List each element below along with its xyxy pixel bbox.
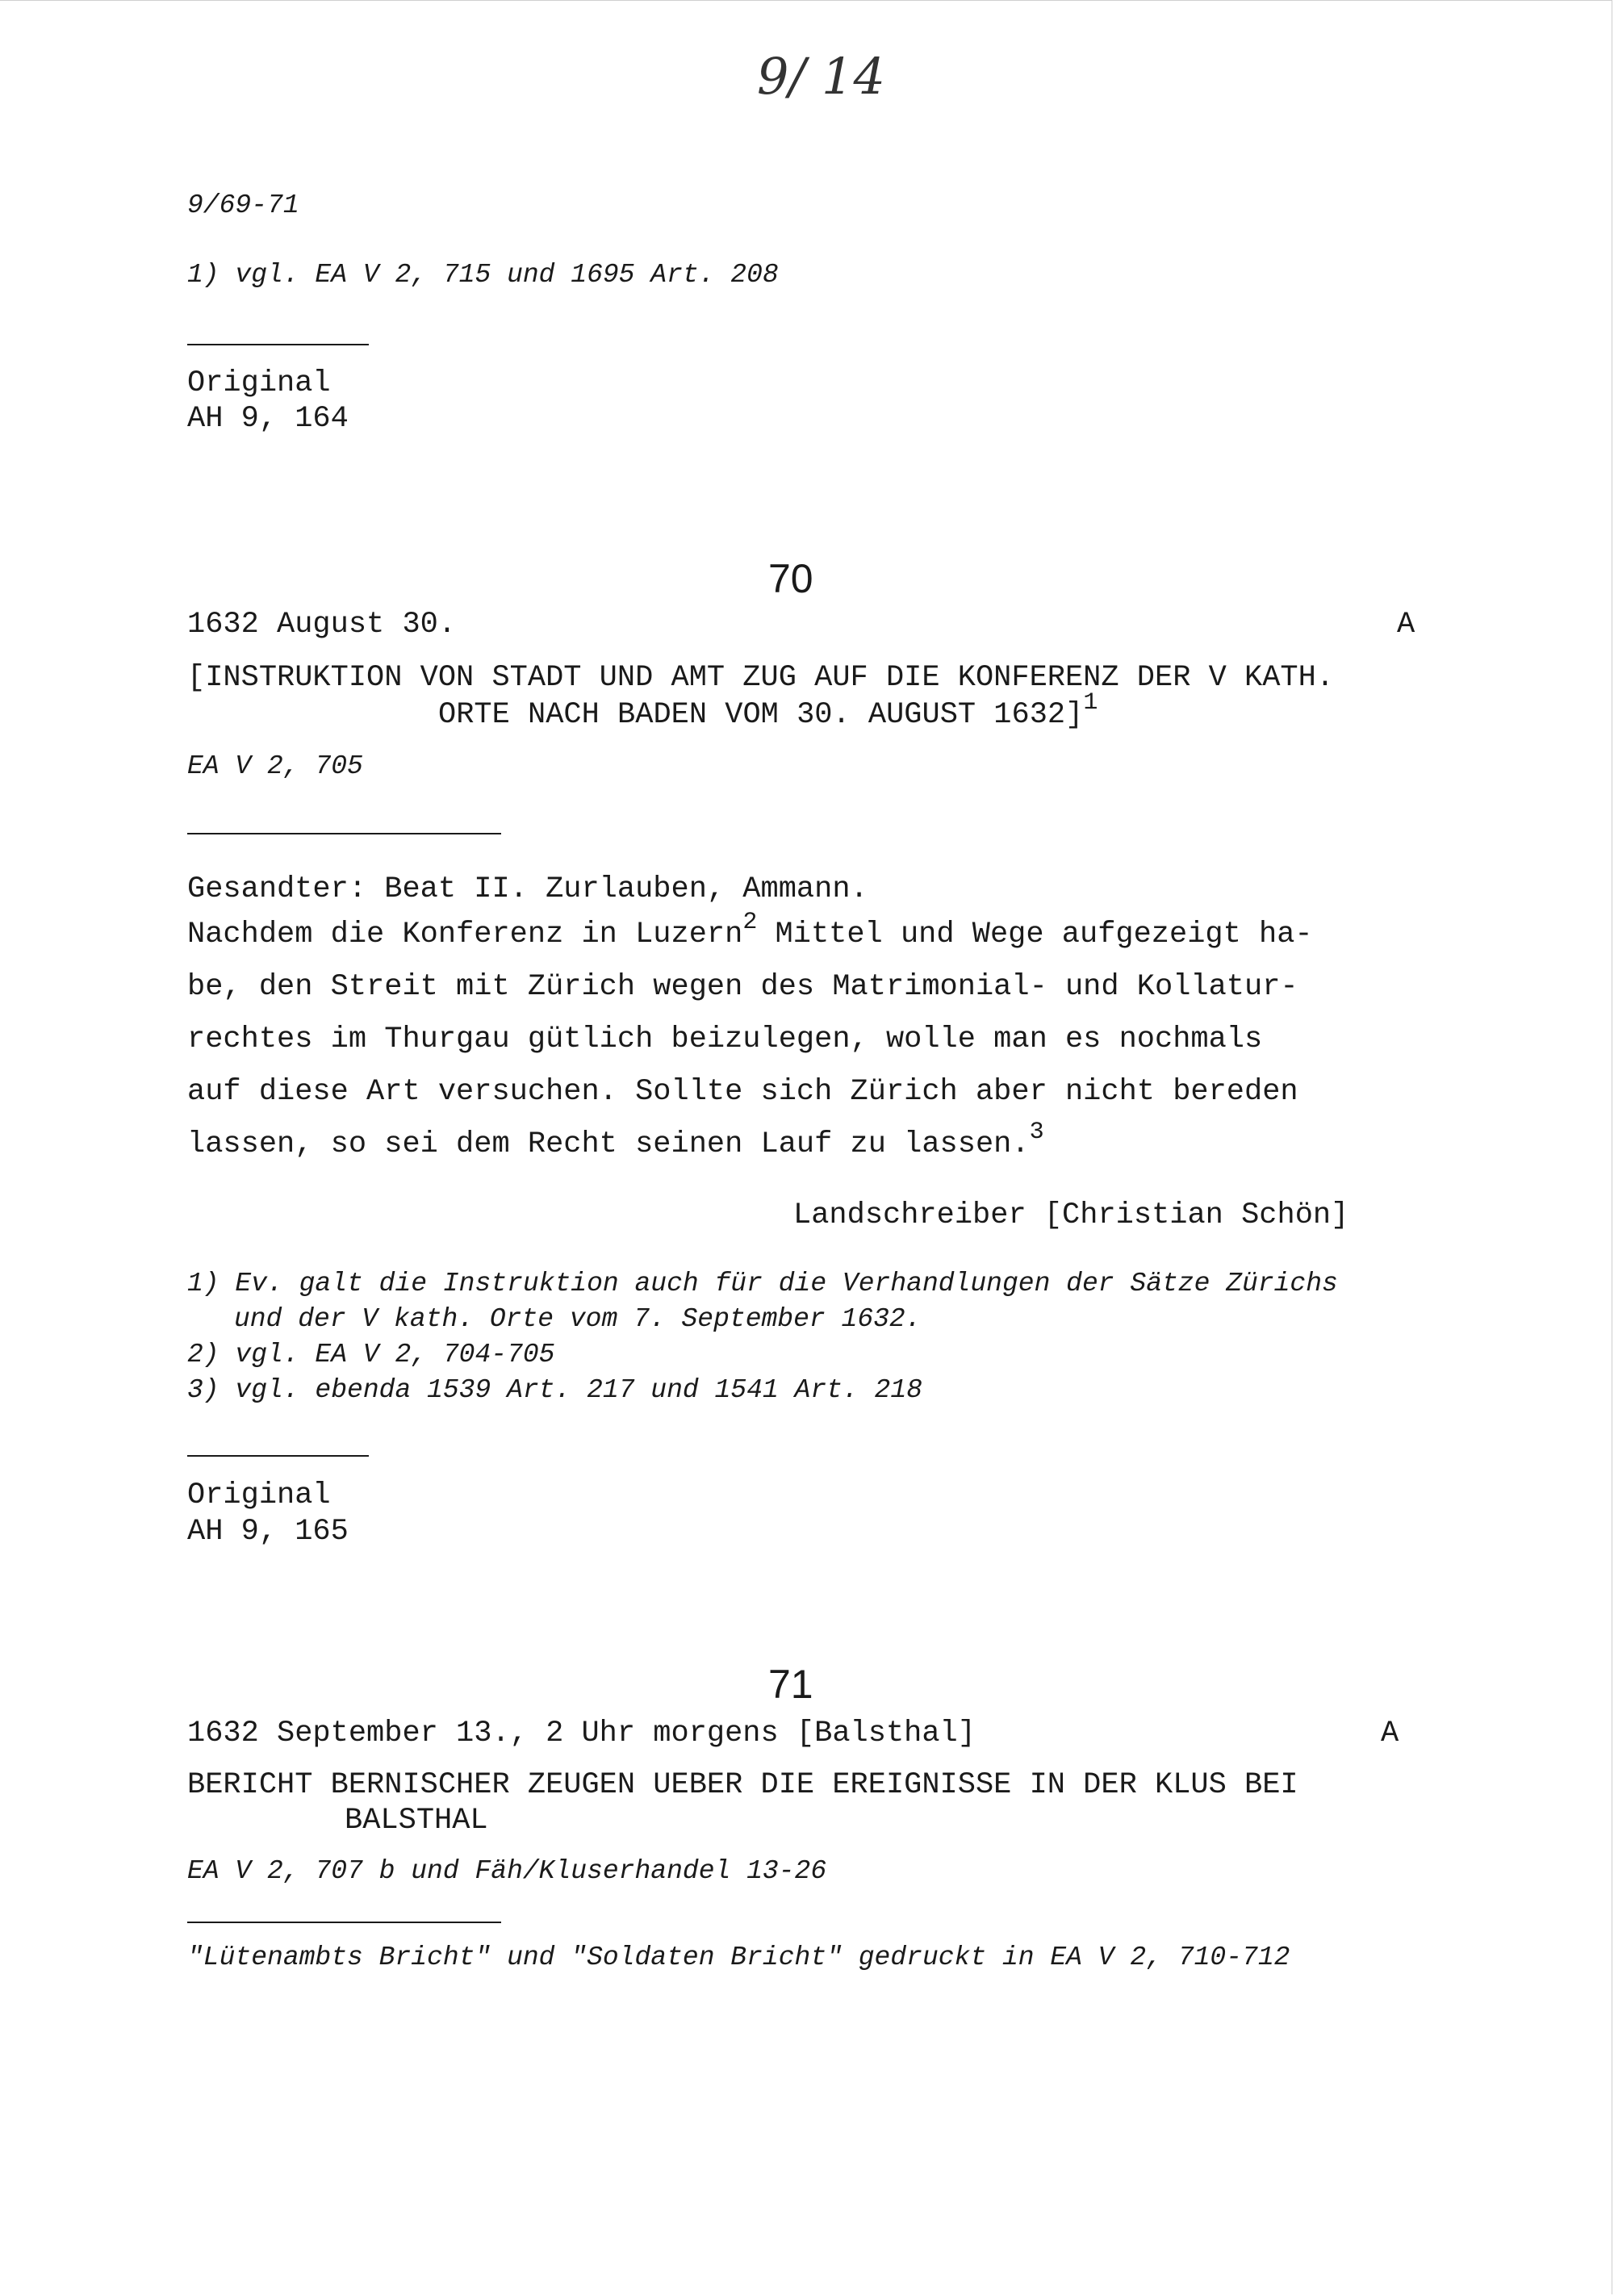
body-line: Nachdem die Konferenz in Luzern$^2$ Mittel und Wege aufgezeigt ha- (187, 908, 1313, 951)
divider (187, 833, 501, 834)
document-title-line-1: BERICHT BERNISCHER ZEUGEN UEBER DIE EREIGNISSE IN DER KLUS BEI (187, 1768, 1298, 1802)
source-label: Original (187, 366, 331, 400)
envoy-line: Gesandter: Beat II. Zurlauben, Ammann. (187, 872, 868, 906)
ea-reference: EA V 2, 707 b und Fäh/Kluserhandel 13-26 (187, 1856, 827, 1886)
footnote: 2) vgl. EA V 2, 704-705 (187, 1340, 555, 1370)
body-footnote-marker: 2 (742, 908, 758, 936)
header-footnote: 1) vgl. EA V 2, 715 und 1695 Art. 208 (187, 260, 779, 290)
document-title-line-2: ORTE NACH BADEN VOM 30. AUGUST 1632]$^1$ (438, 688, 1098, 732)
divider (187, 344, 369, 345)
footnote: 3) vgl. ebenda 1539 Art. 217 und 1541 Art. 218 (187, 1375, 922, 1405)
footnote-continuation: und der V kath. Orte vom 7. September 1632. (234, 1304, 922, 1334)
document-title-line-1: [INSTRUKTION VON STADT UND AMT ZUG AUF DIE KONFERENZ DER V KATH. (187, 661, 1335, 695)
document-date: 1632 September 13., 2 Uhr morgens [Balsthal] (187, 1717, 976, 1750)
document-type-code: A (1381, 1717, 1399, 1750)
body-line: rechtes im Thurgau gütlich beizulegen, wolle man es nochmals (187, 1023, 1263, 1056)
handwritten-page-number: 9/ 14 (757, 47, 885, 106)
source-reference: AH 9, 165 (187, 1515, 349, 1549)
divider (187, 1922, 501, 1923)
body-line: lassen, so sei dem Recht seinen Lauf zu lassen.$^3$ (187, 1118, 1044, 1161)
document-type-code: A (1397, 608, 1415, 642)
document-date: 1632 August 30. (187, 608, 457, 642)
signature: Landschreiber [Christian Schön] (793, 1198, 1349, 1232)
document-number: 70 (768, 556, 813, 601)
title-footnote-marker: 1 (1083, 688, 1098, 717)
document-number: 71 (768, 1662, 813, 1707)
source-label: Original (187, 1478, 331, 1512)
body-line: be, den Streit mit Zürich wegen des Matrimonial- und Kollatur- (187, 970, 1298, 1004)
body-line: auf diese Art versuchen. Sollte sich Zürich aber nicht bereden (187, 1075, 1298, 1109)
ea-reference: EA V 2, 705 (187, 751, 363, 781)
archive-reference: 9/69-71 (187, 190, 299, 220)
body-footnote-marker: 3 (1029, 1118, 1044, 1146)
source-reference: AH 9, 164 (187, 402, 349, 436)
footnote: 1) Ev. galt die Instruktion auch für die Verhandlungen der Sätze Zürichs (187, 1269, 1338, 1299)
print-note: "Lütenambts Bricht" und "Soldaten Bricht" gedruckt in EA V 2, 710-712 (187, 1943, 1290, 1972)
divider (187, 1455, 369, 1457)
document-title-line-2: BALSTHAL (345, 1804, 488, 1838)
